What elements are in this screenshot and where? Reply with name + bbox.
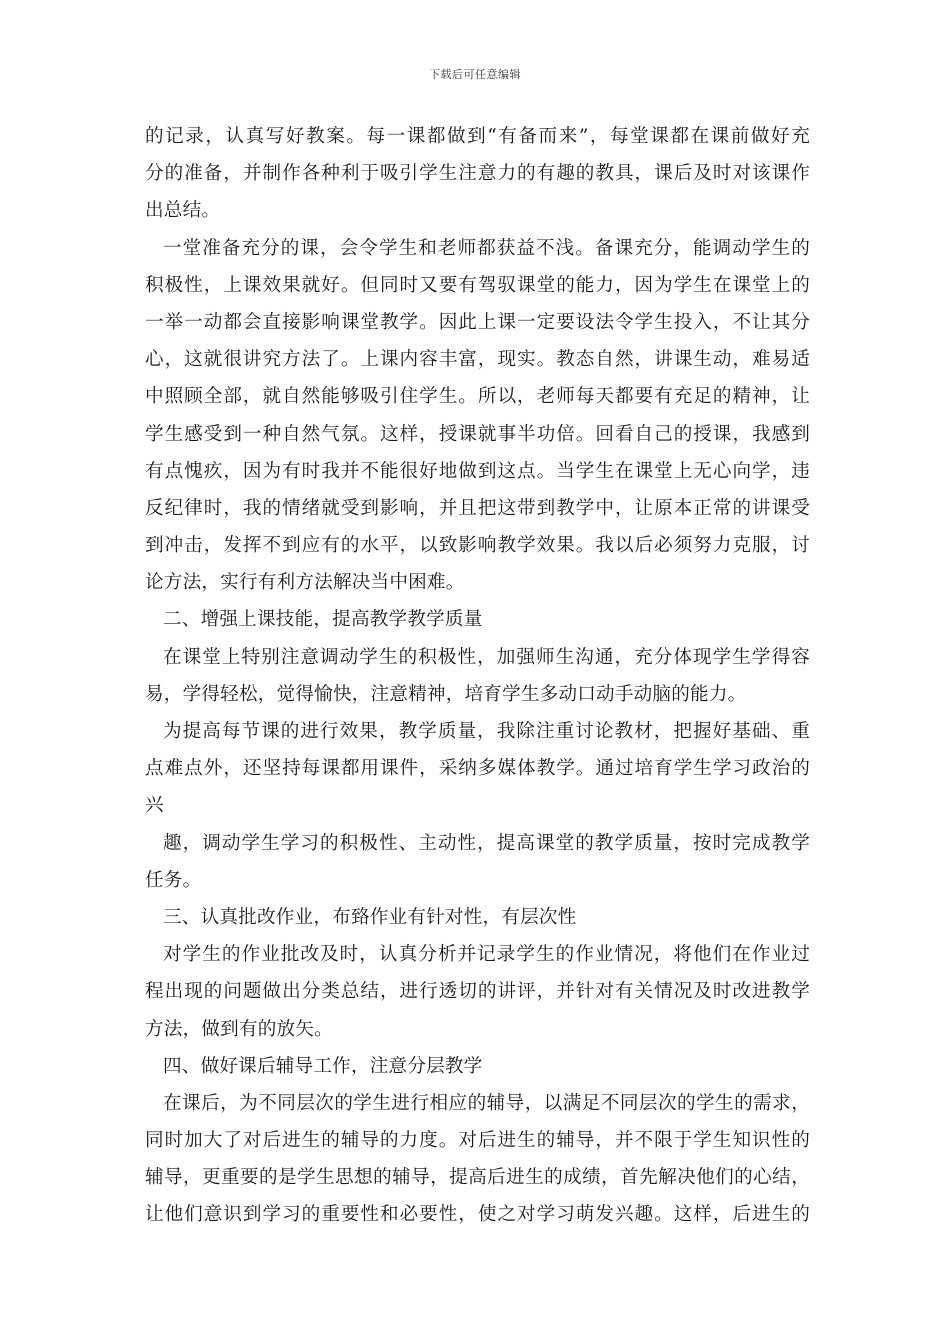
header-note: 下载后可任意编辑 xyxy=(429,68,521,81)
text-line: 兴 xyxy=(145,795,164,817)
text-line: 分的准备，并制作各种利于吸引学生注意力的有趣的教具，课后及时对该课作 xyxy=(145,163,810,185)
text-line: 点难点外，还坚持每课都用课件，采纳多媒体教学。通过培育学生学习政治的 xyxy=(145,758,810,780)
text-line: 在课堂上特别注意调动学生的积极性，加强师生沟通，充分体现学生学得容 xyxy=(163,646,810,668)
text-line: 让他们意识到学习的重要性和必要性，使之对学习萌发兴趣。这样，后进生的 xyxy=(145,1204,810,1226)
text-line: 出总结。 xyxy=(145,200,221,222)
text-line: 趣，调动学生学习的积极性、主动性，提高课堂的教学质量，按时完成教学 xyxy=(163,832,810,854)
text-line: 易，学得轻松，觉得愉快，注意精神，培育学生多动口动手动脑的能力。 xyxy=(145,683,747,705)
text-line: 论方法，实行有利方法解决当中困难。 xyxy=(145,572,465,594)
text-line: 任务。 xyxy=(145,869,202,891)
text-line: 方法，做到有的放矢。 xyxy=(145,1018,333,1040)
text-line: 反纪律时，我的情绪就受到影响，并且把这带到教学中，让原本正常的讲课受 xyxy=(145,497,810,519)
body-text xyxy=(145,118,810,1234)
text-line: 心，这就很讲究方法了。上课内容丰富，现实。教态自然，讲课生动，难易适 xyxy=(145,349,810,371)
text-line: 同时加大了对后进生的辅导的力度。对后进生的辅导，并不限于学生知识性的 xyxy=(145,1130,810,1152)
text-line: 在课后，为不同层次的学生进行相应的辅导，以满足不同层次的学生的需求， xyxy=(163,1092,810,1114)
text-line: 辅导，更重要的是学生思想的辅导，提高后进生的成绩，首先解决他们的心结， xyxy=(145,1167,810,1189)
text-line: 的记录，认真写好教案。每一课都做到“有备而来”，每堂课都在课前做好充 xyxy=(145,126,810,147)
text-line: 为提高每节课的进行效果，教学质量，我除注重讨论教材，把握好基础、重 xyxy=(163,721,810,742)
text-line: 有点愧疚，因为有时我并不能很好地做到这点。当学生在课堂上无心向学，违 xyxy=(145,460,810,482)
text-line: 对学生的作业批改及时，认真分析并记录学生的作业情况，将他们在作业过 xyxy=(163,944,810,966)
text-line: 学生感受到一种自然气氛。这样，授课就事半功倍。回看自己的授课，我感到 xyxy=(145,423,810,445)
text-line: 一举一动都会直接影响课堂教学。因此上课一定要设法令学生投入，不让其分 xyxy=(145,311,810,333)
text-line: 一堂准备充分的课，会令学生和老师都获益不浅。备课充分，能调动学生的 xyxy=(163,237,810,259)
text-line: 到冲击，发挥不到应有的水平，以致影响教学效果。我以后必须努力克服，讨 xyxy=(145,535,810,557)
text-line: 二、增强上课技能，提高教学教学质量 xyxy=(163,609,483,631)
text-line: 程出现的问题做出分类总结，进行透切的讲评，并针对有关情况及时改进教学 xyxy=(145,981,810,1003)
text-line: 四、做好课后辅导工作，注意分层教学 xyxy=(163,1055,483,1077)
text-line: 中照顾全部，就自然能够吸引住学生。所以，老师每天都要有充足的精神，让 xyxy=(145,386,810,408)
text-line: 三、认真批改作业，布臵作业有针对性，有层次性 xyxy=(163,906,577,928)
text-line: 积极性，上课效果就好。但同时又要有驾驭课堂的能力，因为学生在课堂上的 xyxy=(145,274,810,296)
